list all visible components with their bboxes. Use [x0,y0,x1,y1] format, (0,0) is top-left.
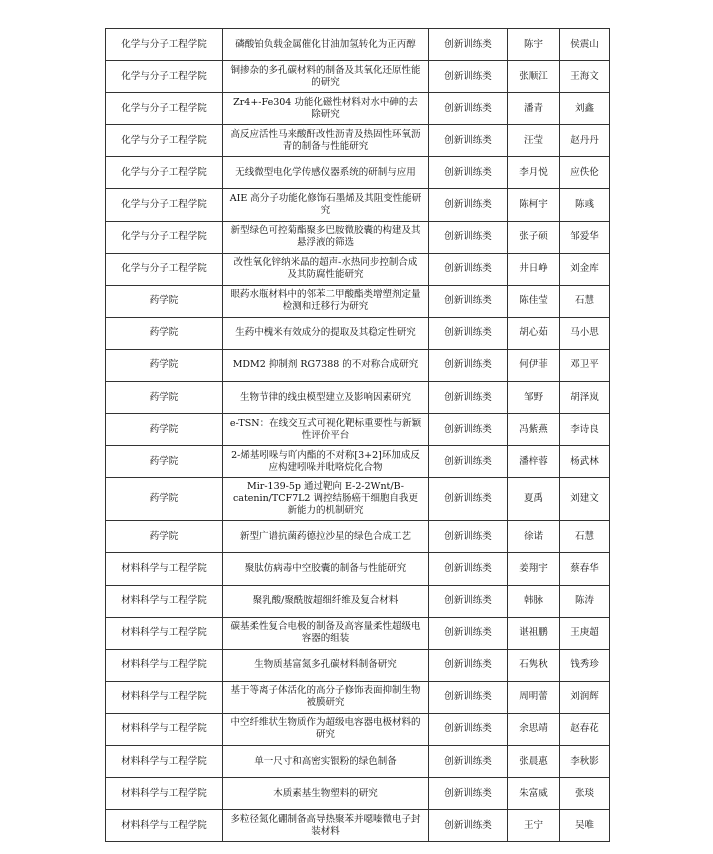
cell-type: 创新训练类 [429,61,508,93]
cell-advisor: 王庚超 [560,617,610,649]
cell-leader: 陈宇 [508,29,560,61]
table-row [106,61,610,93]
cell-college: 化学与分子工程学院 [106,61,223,93]
cell-type: 创新训练类 [429,649,508,681]
cell-type: 创新训练类 [429,446,508,478]
table-row [106,478,610,521]
cell-college: 材料科学与工程学院 [106,681,223,713]
cell-title: 生药中槐米有效成分的提取及其稳定性研究 [223,317,429,349]
cell-leader: 张子硕 [508,221,560,253]
cell-advisor: 蔡春华 [560,553,610,585]
table-row [106,349,610,381]
table-row [106,810,610,842]
cell-advisor: 刘鑫 [560,93,610,125]
cell-title: 新型绿色可控菊酯聚多巴胺微胶囊的构建及其悬浮液的筛选 [223,221,429,253]
cell-title: Mir-139-5p 通过靶向 E-2-2Wnt/B-catenin/TCF7L2 调控结肠癌干细胞自我更新能力的机制研究 [223,478,429,521]
cell-college: 药学院 [106,446,223,478]
table-row [106,617,610,649]
cell-advisor: 刘金库 [560,253,610,285]
cell-college: 化学与分子工程学院 [106,189,223,221]
table-row [106,414,610,446]
cell-type: 创新训练类 [429,681,508,713]
cell-college: 化学与分子工程学院 [106,157,223,189]
cell-college: 化学与分子工程学院 [106,221,223,253]
table-row [106,125,610,157]
cell-title: 生物质基富氮多孔碳材料制备研究 [223,649,429,681]
cell-title: AIE 高分子功能化修饰石墨烯及其阻变性能研究 [223,189,429,221]
cell-leader: 陈柯宇 [508,189,560,221]
cell-title: 基于等离子体活化的高分子修饰表面抑制生物被膜研究 [223,681,429,713]
table-row [106,157,610,189]
table-row [106,29,610,61]
cell-college: 化学与分子工程学院 [106,125,223,157]
cell-college: 化学与分子工程学院 [106,93,223,125]
cell-leader: 石隽秋 [508,649,560,681]
cell-advisor: 胡泽岚 [560,382,610,414]
cell-advisor: 钱秀珍 [560,649,610,681]
cell-advisor: 邹爱华 [560,221,610,253]
cell-college: 药学院 [106,478,223,521]
cell-college: 化学与分子工程学院 [106,253,223,285]
cell-title: Zr4+-Fe304 功能化磁性材料对水中砷的去除研究 [223,93,429,125]
table-row [106,317,610,349]
cell-title: 多粒径氮化硼制备高导热聚苯并噁嗪微电子封装材料 [223,810,429,842]
cell-advisor: 应佚伦 [560,157,610,189]
cell-leader: 姜翔宇 [508,553,560,585]
cell-type: 创新训练类 [429,349,508,381]
cell-type: 创新训练类 [429,478,508,521]
cell-leader: 夏禹 [508,478,560,521]
table-row [106,221,610,253]
cell-title: MDM2 抑制剂 RG7388 的不对称合成研究 [223,349,429,381]
cell-leader: 徐诺 [508,521,560,553]
cell-advisor: 刘建文 [560,478,610,521]
table-row [106,285,610,317]
cell-leader: 韩脉 [508,585,560,617]
table-row [106,93,610,125]
cell-college: 材料科学与工程学院 [106,810,223,842]
cell-leader: 王宁 [508,810,560,842]
cell-type: 创新训练类 [429,29,508,61]
cell-title: 无线微型电化学传感仪器系统的研制与应用 [223,157,429,189]
cell-type: 创新训练类 [429,810,508,842]
cell-type: 创新训练类 [429,585,508,617]
cell-leader: 谌祖鹏 [508,617,560,649]
cell-title: 眼药水瓶材料中的邻苯二甲酸酯类增塑剂定量检测和迁移行为研究 [223,285,429,317]
cell-type: 创新训练类 [429,253,508,285]
cell-title: 铜掺杂的多孔碳材料的制备及其氧化还原性能的研究 [223,61,429,93]
cell-college: 材料科学与工程学院 [106,745,223,777]
table-row [106,713,610,745]
table-row [106,585,610,617]
cell-advisor: 陈彧 [560,189,610,221]
cell-advisor: 侯震山 [560,29,610,61]
cell-leader: 李月悦 [508,157,560,189]
cell-college: 药学院 [106,285,223,317]
cell-advisor: 赵丹丹 [560,125,610,157]
cell-college: 化学与分子工程学院 [106,29,223,61]
cell-leader: 张晨惠 [508,745,560,777]
table-row [106,382,610,414]
cell-leader: 朱富威 [508,778,560,810]
cell-title: 新型广谱抗菌药德拉沙星的绿色合成工艺 [223,521,429,553]
cell-advisor: 王海文 [560,61,610,93]
cell-type: 创新训练类 [429,617,508,649]
cell-type: 创新训练类 [429,125,508,157]
cell-leader: 邹野 [508,382,560,414]
cell-leader: 何伊菲 [508,349,560,381]
cell-college: 材料科学与工程学院 [106,713,223,745]
cell-advisor: 陈涛 [560,585,610,617]
cell-advisor: 邓卫平 [560,349,610,381]
cell-title: 生物节律的线虫模型建立及影响因素研究 [223,382,429,414]
cell-college: 材料科学与工程学院 [106,585,223,617]
cell-type: 创新训练类 [429,382,508,414]
cell-type: 创新训练类 [429,189,508,221]
cell-advisor: 李诗良 [560,414,610,446]
cell-advisor: 刘润辉 [560,681,610,713]
cell-college: 药学院 [106,317,223,349]
table-row [106,778,610,810]
cell-title: e-TSN：在线交互式可视化靶标重要性与新颖性评价平台 [223,414,429,446]
cell-title: 聚肽仿病毒中空胶囊的制备与性能研究 [223,553,429,585]
cell-advisor: 石慧 [560,521,610,553]
cell-advisor: 李秋影 [560,745,610,777]
cell-college: 材料科学与工程学院 [106,553,223,585]
cell-type: 创新训练类 [429,713,508,745]
cell-title: 单一尺寸和高密实银粉的绿色制备 [223,745,429,777]
cell-title: 2-烯基吲哚与吖内酯的不对称[3+2]环加成反应构建吲哚并吡咯烷化合物 [223,446,429,478]
cell-college: 药学院 [106,414,223,446]
cell-title: 木质素基生物塑料的研究 [223,778,429,810]
cell-leader: 张顺江 [508,61,560,93]
cell-type: 创新训练类 [429,317,508,349]
table-row [106,521,610,553]
cell-type: 创新训练类 [429,778,508,810]
table-row [106,189,610,221]
cell-title: 改性氧化锌纳米晶的超声-水热同步控制合成及其防腐性能研究 [223,253,429,285]
cell-college: 材料科学与工程学院 [106,649,223,681]
cell-leader: 潘梓蓉 [508,446,560,478]
cell-leader: 周明蕾 [508,681,560,713]
table-row [106,745,610,777]
table-row [106,553,610,585]
cell-type: 创新训练类 [429,745,508,777]
cell-title: 磷酸铂负载金属催化甘油加氢转化为正丙醇 [223,29,429,61]
cell-type: 创新训练类 [429,93,508,125]
cell-leader: 冯紫燕 [508,414,560,446]
cell-title: 高反应活性马来酸酐改性沥青及热固性环氧沥青的制备与性能研究 [223,125,429,157]
cell-title: 碳基柔性复合电极的制备及高容量柔性超级电容器的组装 [223,617,429,649]
cell-leader: 潘青 [508,93,560,125]
cell-type: 创新训练类 [429,414,508,446]
table-row [106,681,610,713]
cell-leader: 井日峥 [508,253,560,285]
cell-title: 聚乳酸/聚酰胺超细纤维及复合材料 [223,585,429,617]
cell-advisor: 吴唯 [560,810,610,842]
cell-leader: 余思靖 [508,713,560,745]
project-table [105,28,610,842]
cell-college: 材料科学与工程学院 [106,778,223,810]
cell-type: 创新训练类 [429,157,508,189]
cell-advisor: 杨武林 [560,446,610,478]
cell-advisor: 赵春花 [560,713,610,745]
cell-type: 创新训练类 [429,285,508,317]
cell-college: 药学院 [106,349,223,381]
cell-type: 创新训练类 [429,553,508,585]
table-row [106,253,610,285]
cell-title: 中空纤维状生物质作为超级电容器电极材料的研究 [223,713,429,745]
cell-leader: 陈佳莹 [508,285,560,317]
cell-advisor: 石慧 [560,285,610,317]
table-row [106,446,610,478]
cell-leader: 胡心茹 [508,317,560,349]
cell-type: 创新训练类 [429,521,508,553]
cell-college: 材料科学与工程学院 [106,617,223,649]
project-table-body [106,29,610,842]
table-row [106,649,610,681]
cell-leader: 汪莹 [508,125,560,157]
cell-type: 创新训练类 [429,221,508,253]
cell-college: 药学院 [106,521,223,553]
cell-advisor: 张琰 [560,778,610,810]
cell-advisor: 马小思 [560,317,610,349]
cell-college: 药学院 [106,382,223,414]
